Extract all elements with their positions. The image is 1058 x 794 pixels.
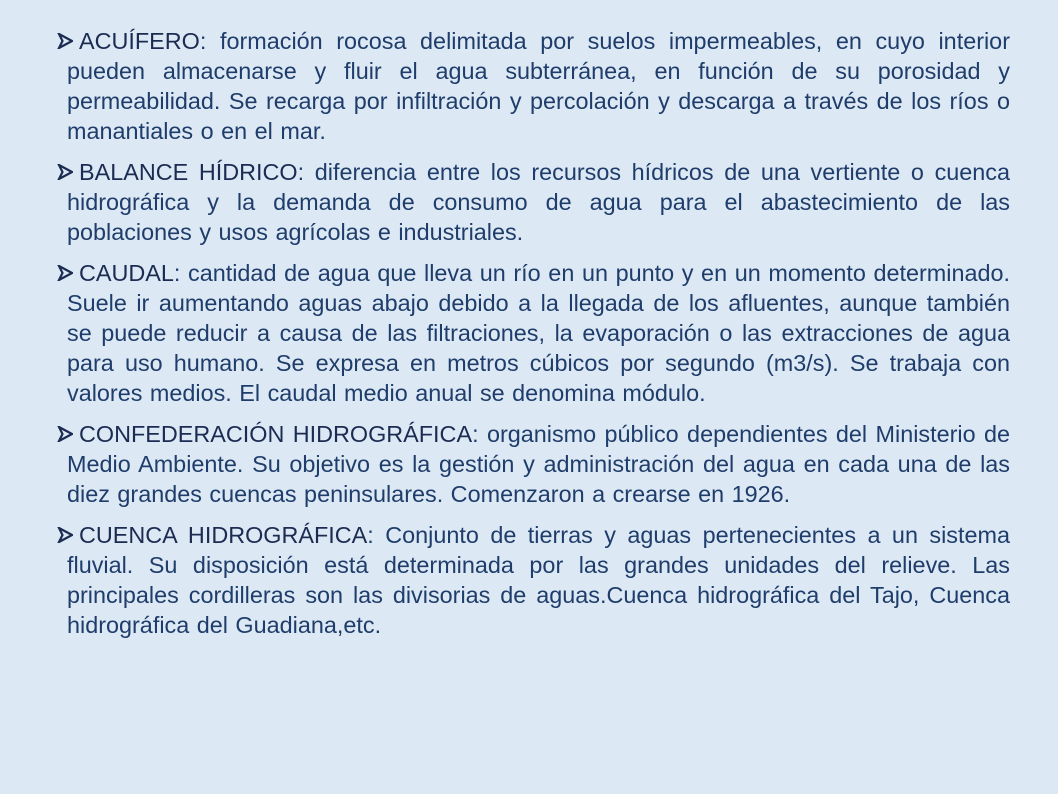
glossary-entry-cuenca-hidrografica bbox=[58, 520, 1010, 640]
definition-text: : diferencia entre los recursos hídricos de una vertiente o cuenca hidrográfica y la demanda de consumo de agua para el abastecimiento de las poblaciones y usos agrícolas e industriales. bbox=[67, 159, 1010, 245]
definition-text: : Conjunto de tierras y aguas pertenecientes a un sistema fluvial. Su disposición está determinada por las grandes unidades del relieve. Las principales cordilleras son las divisorias de aguas.Cuenca hidrográfica del Tajo, Cuenca hidrográfica del Guadiana,etc. bbox=[67, 522, 1010, 638]
arrow-bullet-icon bbox=[57, 26, 77, 56]
arrow-bullet-icon bbox=[57, 157, 77, 187]
term-label: CUENCA HIDROGRÁFICA bbox=[79, 522, 368, 548]
arrow-bullet-icon bbox=[57, 258, 77, 288]
term-label: BALANCE HÍDRICO bbox=[79, 159, 298, 185]
definition-text: : cantidad de agua que lleva un río en un punto y en un momento determinado. Suele ir aumentando aguas abajo debido a la llegada de los afluentes, aunque también se puede reducir a causa de las filtraciones, la evaporación o las extracciones de agua para uso humano. Se expresa en metros cúbicos por segundo (m3/s). Se trabaja con valores medios. El caudal medio anual se denomina módulo. bbox=[67, 260, 1010, 406]
definition-text: : formación rocosa delimitada por suelos impermeables, en cuyo interior pueden almacenarse y fluir el agua subterránea, en función de su porosidad y permeabilidad. Se recarga por infiltración y percolación y descarga a través de los ríos o manantiales o en el mar. bbox=[67, 28, 1010, 144]
term-label: ACUÍFERO bbox=[79, 28, 200, 54]
glossary-entry-caudal bbox=[58, 258, 1010, 408]
glossary-slide bbox=[58, 26, 1010, 651]
arrow-bullet-icon bbox=[57, 520, 77, 550]
glossary-entry-balance-hidrico bbox=[58, 157, 1010, 247]
definition-text: : organismo público dependientes del Ministerio de Medio Ambiente. Su objetivo es la gestión y administración del agua en cada una de las diez grandes cuencas peninsulares. Comenzaron a crearse en 1926. bbox=[67, 421, 1011, 507]
glossary-entry-acuifero bbox=[58, 26, 1010, 146]
term-label: CONFEDERACIÓN HIDROGRÁFICA bbox=[79, 421, 473, 447]
arrow-bullet-icon bbox=[57, 419, 77, 449]
glossary-entry-confederacion-hidrografica bbox=[58, 419, 1010, 509]
term-label: CAUDAL bbox=[79, 260, 174, 286]
